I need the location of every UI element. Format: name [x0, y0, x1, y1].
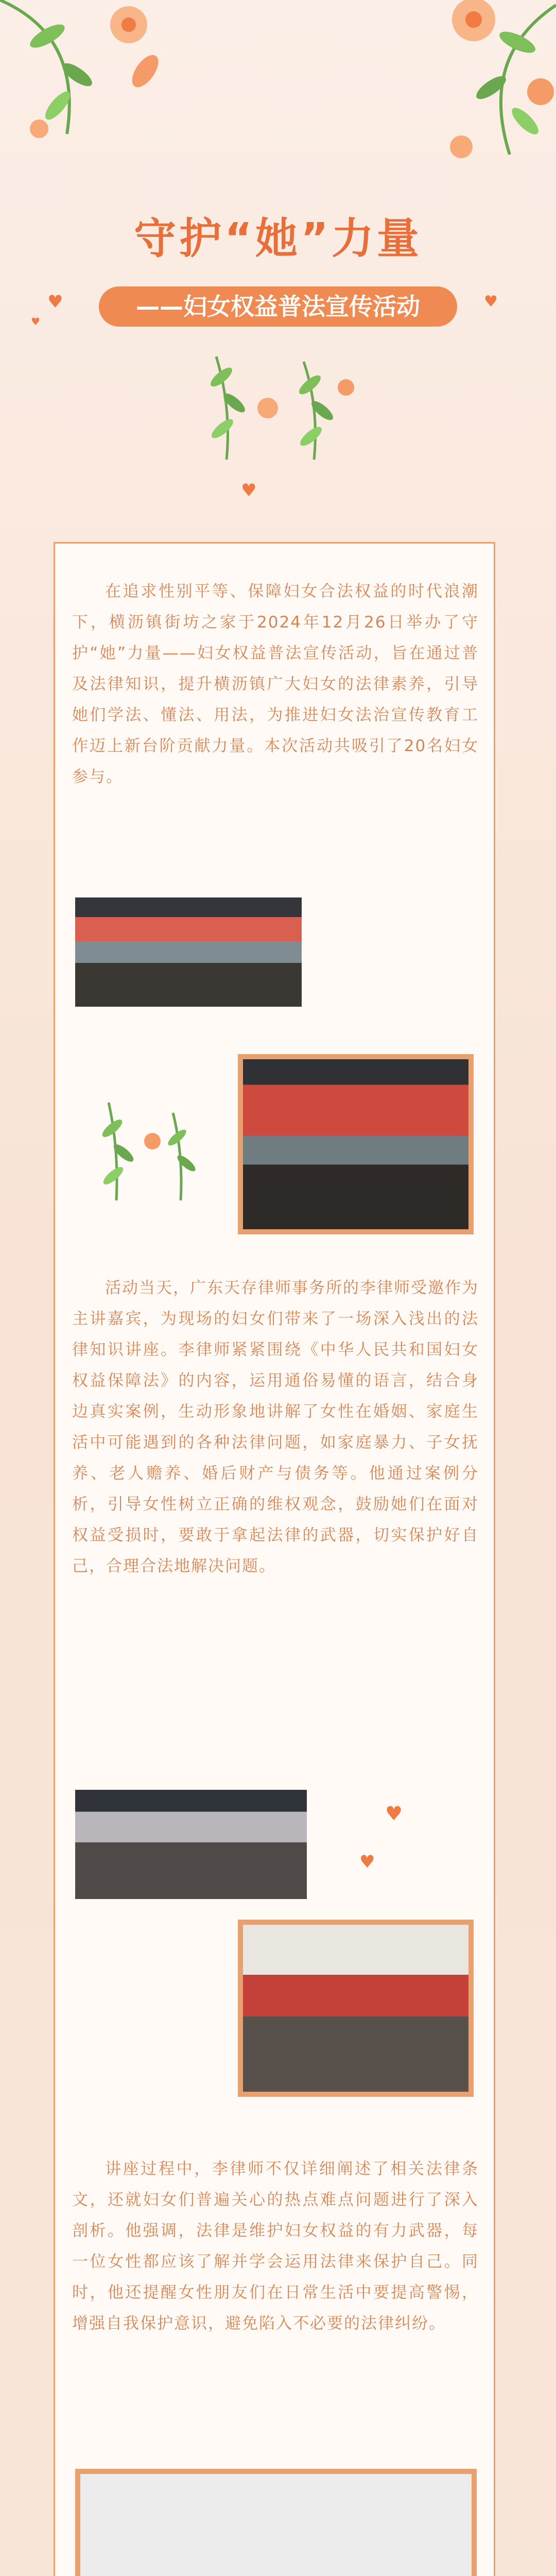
heart-icon: ♥: [484, 293, 498, 311]
activity-photo-3: [75, 1790, 307, 1899]
activity-photo-2: [238, 1054, 474, 1234]
heart-icon: ♥: [241, 480, 257, 501]
top-left-floral-decoration: [0, 0, 165, 170]
subtitle-banner: ——妇女权益普法宣传活动: [99, 286, 457, 327]
heart-icon: ♥: [47, 292, 63, 312]
heart-icon: ♥: [359, 1852, 375, 1872]
leaf-sprig-decoration: [91, 1092, 204, 1211]
heart-icon: ♥: [31, 315, 40, 328]
lecture-paragraph: 活动当天，广东天存律师事务所的李律师受邀作为主讲嘉宾，为现场的妇女们带来了一场深入浅出的法律知识讲座。李律师紧紧围绕《中华人民共和国妇女权益保障法》的内容，运用通俗易懂的语言，结合身边真实案例，生动形象地讲解了女性在婚姻、家庭生活中可能遇到的各种法律问题，如家庭暴力、子女抚养、老人赡养、婚后财产与债务等。他通过案例分析，引导女性树立正确的维权观念，鼓励她们在面对权益受损时，要敢于拿起法律的武器，切实保护好自己，合理合法地解决问题。: [72, 1279, 479, 1575]
leaf-sprig-decoration: [196, 346, 360, 475]
activity-photo-1: [75, 897, 302, 1007]
heart-icon: ♥: [385, 1802, 403, 1825]
page-title: 守护“她”力量: [134, 214, 422, 263]
group-photo: [75, 2469, 477, 2576]
intro-paragraph: 在追求性别平等、保障妇女合法权益的时代浪潮下，横沥镇街坊之家于2024年12月26日举办了守护“她”力量——妇女权益普法宣传活动，旨在通过普及法律知识，提升横沥镇广大妇女的法律素养，引导她们学法、懂法、用法，为推进妇女法治宣传教育工作迈上新台阶贡献力量。本次活动共吸引了20名妇女参与。: [72, 582, 479, 786]
top-right-floral-decoration: [412, 0, 556, 170]
discussion-paragraph: 讲座过程中，李律师不仅详细阐述了相关法律条文，还就妇女们普遍关心的热点难点问题进行了深入剖析。他强调，法律是维护妇女权益的有力武器，每一位女性都应该了解并学会运用法律来保护自己。同时，他还提醒女性朋友们在日常生活中要提高警惕，增强自我保护意识，避免陷入不必要的法律纠纷。: [72, 2160, 479, 2333]
activity-photo-4: [238, 1920, 474, 2097]
